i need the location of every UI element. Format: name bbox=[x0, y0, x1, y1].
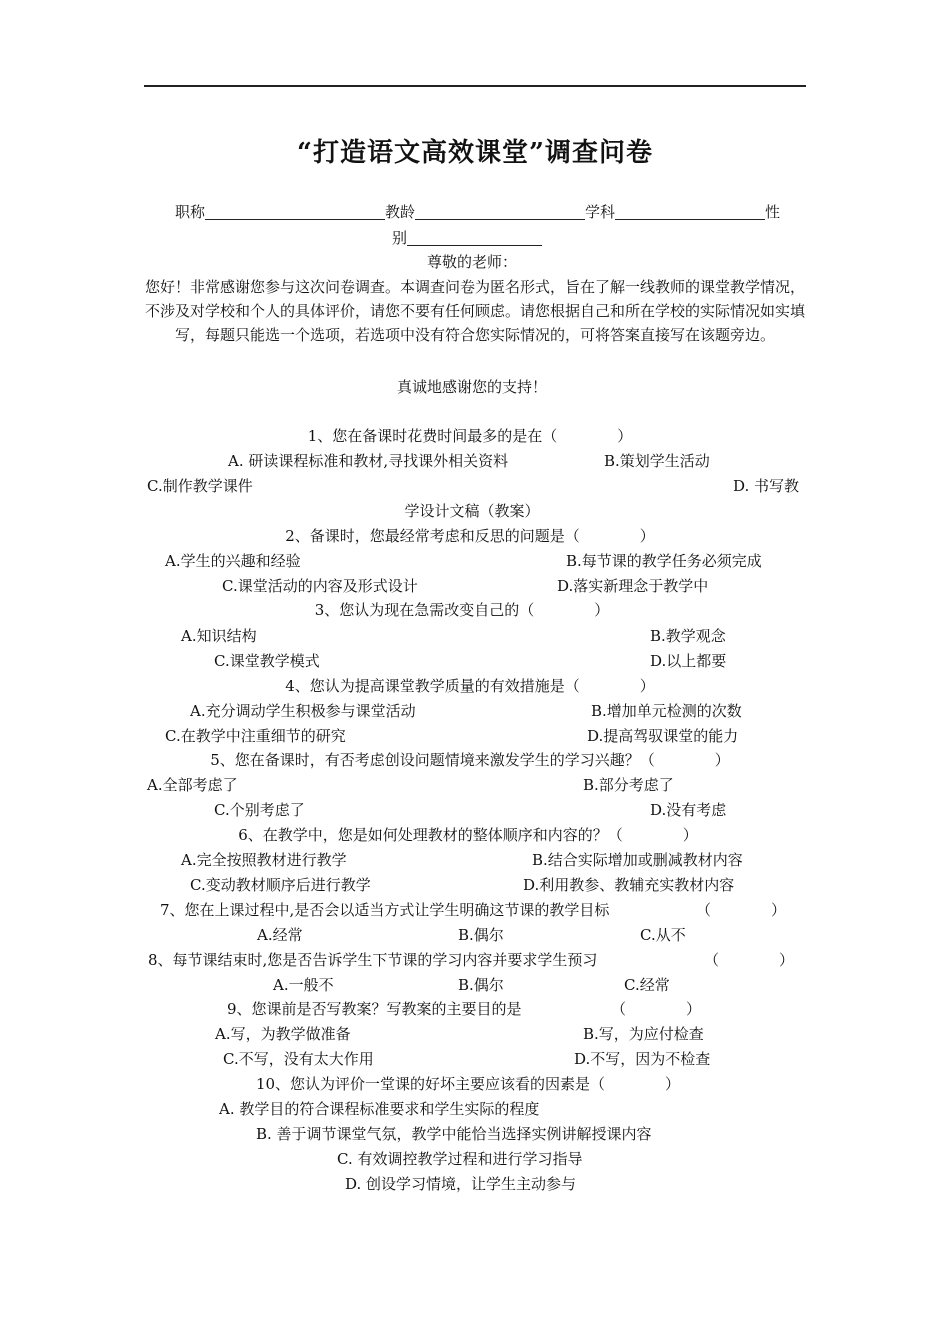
q4-option-d[interactable]: D.提高驾驭课堂的能力 bbox=[587, 727, 739, 745]
q10-option-c[interactable]: C. 有效调控教学过程和进行学习指导 bbox=[337, 1150, 583, 1168]
info-line bbox=[175, 202, 780, 222]
q9-option-b[interactable]: B.写，为应付检查 bbox=[583, 1025, 704, 1043]
q7-option-c[interactable]: C.从不 bbox=[640, 926, 686, 944]
header-rule bbox=[144, 85, 806, 87]
q5-option-b[interactable]: B.部分考虑了 bbox=[583, 776, 674, 794]
q9-option-c[interactable]: C.不写，没有太大作用 bbox=[223, 1050, 374, 1068]
q8-answer-paren[interactable]: （ ） bbox=[704, 951, 795, 969]
q8-option-b[interactable]: B.偶尔 bbox=[458, 976, 504, 994]
q9-option-d[interactable]: D.不写，因为不检查 bbox=[574, 1050, 711, 1068]
question-10: 10、您认为评价一堂课的好坏主要应该看的因素是（ ） bbox=[255, 1075, 681, 1093]
q1-option-a[interactable]: A. 研读课程标准和教材,寻找课外相关资料 bbox=[228, 452, 509, 470]
q6-option-a[interactable]: A.完全按照教材进行教学 bbox=[181, 851, 347, 869]
q2-option-a[interactable]: A.学生的兴趣和经验 bbox=[165, 552, 301, 570]
age-label: 教龄 bbox=[385, 203, 416, 221]
q1-option-c[interactable]: C.制作教学课件 bbox=[147, 477, 253, 495]
q6-option-d[interactable]: D.利用教参、教辅充实教材内容 bbox=[523, 876, 735, 894]
q4-option-b[interactable]: B.增加单元检测的次数 bbox=[591, 702, 742, 720]
q4-option-c[interactable]: C.在教学中注重细节的研究 bbox=[165, 727, 346, 745]
q6-option-c[interactable]: C.变动教材顺序后进行教学 bbox=[190, 876, 371, 894]
gender-label-part2: 别 bbox=[392, 229, 408, 247]
q1-option-b[interactable]: B.策划学生活动 bbox=[604, 452, 710, 470]
age-blank[interactable] bbox=[415, 203, 585, 220]
q2-option-c[interactable]: C.课堂活动的内容及形式设计 bbox=[222, 577, 418, 595]
title-label: 职称 bbox=[175, 203, 206, 221]
q3-option-a[interactable]: A.知识结构 bbox=[181, 627, 257, 645]
q8-option-c[interactable]: C.经常 bbox=[624, 976, 670, 994]
thanks-line: 真诚地感谢您的支持！ bbox=[396, 378, 548, 396]
q3-option-d[interactable]: D.以上都要 bbox=[650, 652, 727, 670]
q10-option-d[interactable]: D. 创设学习情境，让学生主动参与 bbox=[345, 1175, 577, 1193]
gender-label-part1: 性 bbox=[765, 203, 781, 221]
document-title: “打造语文高效课堂”调查问卷 bbox=[297, 138, 653, 168]
subject-blank[interactable] bbox=[615, 203, 765, 220]
q1-option-d-part2: 学设计文稿（教案） bbox=[404, 502, 540, 520]
q2-option-d[interactable]: D.落实新理念于教学中 bbox=[557, 577, 709, 595]
q8-option-a[interactable]: A.一般不 bbox=[273, 976, 334, 994]
q7-answer-paren[interactable]: （ ） bbox=[696, 901, 787, 919]
question-5: 5、您在备课时，有否考虑创设问题情境来激发学生的学习兴趣？（ ） bbox=[210, 751, 730, 769]
q9-answer-paren[interactable]: （ ） bbox=[611, 1000, 702, 1018]
subject-label: 学科 bbox=[585, 203, 616, 221]
intro-paragraph: 您好！非常感谢您参与这次问卷调查。本调查问卷为匿名形式，旨在了解一线教师的课堂教学情况，不涉及对学校和个人的具体评价，请您不要有任何顾虑。请您根据自己和所在学校的实际情况如实填写，每题只能选一个选项，若选项中没有符合您实际情况的，可将答案直接写在该题旁边。 bbox=[144, 278, 805, 344]
gender-line bbox=[392, 228, 542, 248]
question-2: 2、备课时，您最经常考虑和反思的问题是（ ） bbox=[285, 527, 655, 545]
q10-option-a[interactable]: A. 教学目的符合课程标准要求和学生实际的程度 bbox=[219, 1100, 540, 1118]
q7-option-a[interactable]: A.经常 bbox=[257, 926, 303, 944]
question-6: 6、在教学中，您是如何处理教材的整体顺序和内容的？（ ） bbox=[238, 826, 698, 844]
question-1: 1、您在备课时花费时间最多的是在（ ） bbox=[307, 427, 633, 445]
q1-option-d-part1[interactable]: D. 书写教 bbox=[733, 477, 800, 495]
question-8: 8、每节课结束时,您是否告诉学生下节课的学习内容并要求学生预习 bbox=[148, 951, 598, 969]
q9-option-a[interactable]: A.写，为教学做准备 bbox=[215, 1025, 351, 1043]
q5-option-d[interactable]: D.没有考虑 bbox=[650, 801, 727, 819]
question-9: 9、您课前是否写教案？写教案的主要目的是 bbox=[227, 1000, 522, 1018]
q5-option-c[interactable]: C.个别考虑了 bbox=[214, 801, 305, 819]
q7-option-b[interactable]: B.偶尔 bbox=[458, 926, 504, 944]
question-3: 3、您认为现在急需改变自己的（ ） bbox=[314, 601, 610, 619]
q4-option-a[interactable]: A.充分调动学生积极参与课堂活动 bbox=[190, 702, 416, 720]
title-blank[interactable] bbox=[205, 203, 385, 220]
q6-option-b[interactable]: B.结合实际增加或删减教材内容 bbox=[532, 851, 743, 869]
q5-option-a[interactable]: A.全部考虑了 bbox=[147, 776, 238, 794]
q10-option-b[interactable]: B. 善于调节课堂气氛，教学中能恰当选择实例讲解授课内容 bbox=[256, 1125, 652, 1143]
q2-option-b[interactable]: B.每节课的教学任务必须完成 bbox=[566, 552, 762, 570]
greeting: 尊敬的老师： bbox=[426, 253, 518, 271]
q3-option-b[interactable]: B.教学观念 bbox=[650, 627, 726, 645]
gender-blank[interactable] bbox=[407, 229, 542, 246]
q3-option-c[interactable]: C.课堂教学模式 bbox=[214, 652, 320, 670]
question-4: 4、您认为提高课堂教学质量的有效措施是（ ） bbox=[285, 677, 655, 695]
question-7: 7、您在上课过程中,是否会以适当方式让学生明确这节课的教学目标 bbox=[160, 901, 610, 919]
